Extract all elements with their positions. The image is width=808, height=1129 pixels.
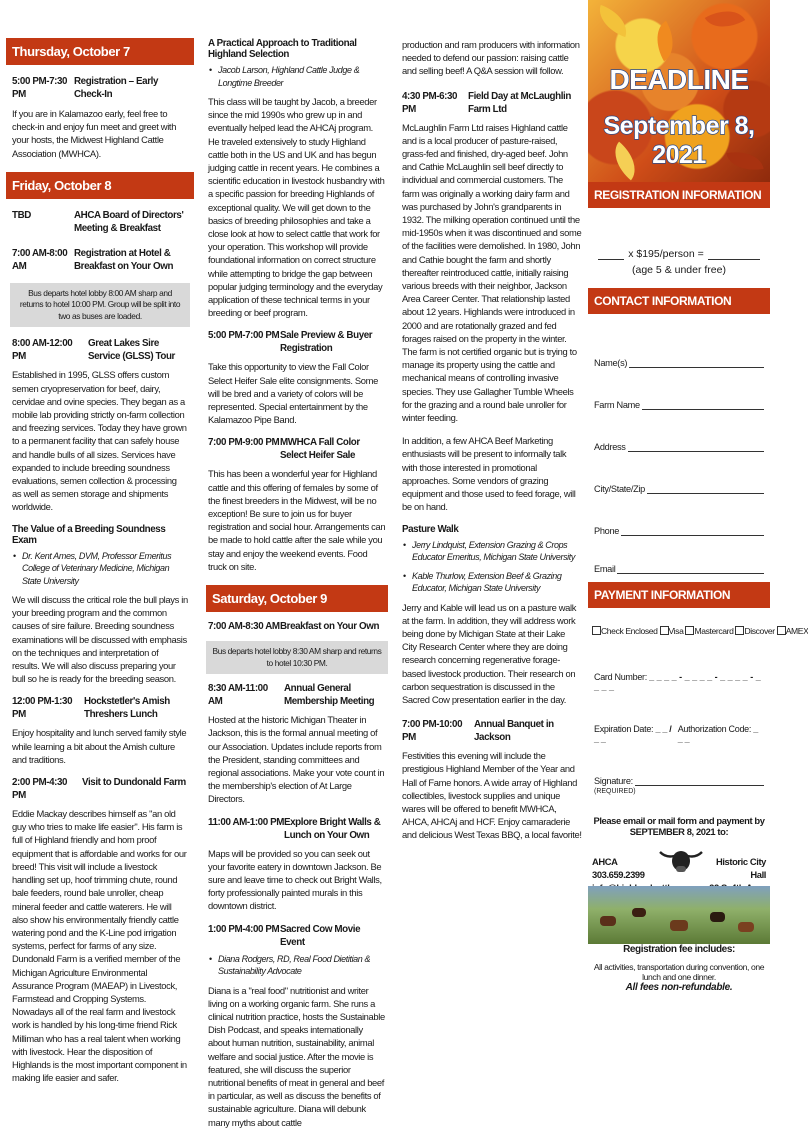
session-description: Jerry and Kable will lead us on a pasture walk at the farm. In addition, they will address work being done by Michigan State at their Lake City Research Center where they are doing research concerning regenerative forage-based livestock production. Their research on carbon sequestration is discussed in the Sacred Cow presentation earlier in the day. (402, 601, 577, 705)
field-label: Expiration Date: (594, 724, 654, 734)
cattle-photo (588, 886, 770, 944)
card-number-blanks[interactable]: _ _ _ _ - _ _ _ _ - _ _ _ _ - _ _ _ _ (594, 672, 761, 692)
column-2 (200, 0, 394, 1128)
event-title: Field Day at McLaughlin Farm Ltd (468, 90, 571, 115)
event-description: Eddie Mackay describes himself as "an old guy who tries to make life easier". His farm is full of Highland friendly and hom proof equipment that is affordable and works for our breed! This visit will include a livestock handling set up, hoof trimming chute, round bale feeders, round bale unroller, cheap mineral feeder and cattle waterers. He will also show his environmentally friendly cattle watering pond and the K-Line pod irrigation systems, perfect for farms of any size. Dundonald Farm is a verified member of the Michigan Agriculture Environmental Assurance Program (MAEAP) in Livestock, Farmstead and Cropping Systems. Nowadays all of the real farm and livestock work is handled by his long-time friend Rick Milliman who has a real talent when working with livestock. Hear the disposition of Highlands is the most important component in making life easier and safer. (12, 808, 187, 1084)
card-number-field[interactable] (588, 672, 770, 692)
event-title: Registration at Hotel & Breakfast on Your Own (74, 247, 174, 272)
event-time: TBD (12, 209, 31, 221)
event-time: 1:00 PM-4:00 PM (208, 923, 280, 935)
event-sacred-cow (208, 923, 386, 949)
section-header-registration: REGISTRATION INFORMATION (588, 182, 770, 208)
phone-field[interactable] (588, 526, 770, 536)
event-description: Enjoy hospitality and lunch served family style while learning a bit about the Amish culture and traditions. (12, 727, 187, 765)
event-title: Great Lakes Sire Service (GLSS) Tour (88, 338, 175, 363)
org-phone: 303.659.2399 (592, 869, 645, 880)
option-label: Mastercard (694, 626, 734, 636)
event-description: Diana is a "real food" nutritionist and writer living on a working organic farm. She runs a clinical nutrition practice, hosts the Sustainable Dish Podcast, and speaks internationally about human nutrition, sustainability, animal welfare and social justice. After the movie is featured, she will discuss the superior nutritional benefits of meat in general and beef in particular, as well as discuss the benefits of sustainable agriculture. Diana will debunk many myths about cattle (208, 984, 385, 1128)
session-title: A Practical Approach to Traditional Highland Selection (208, 38, 357, 60)
section-header-payment: PAYMENT INFORMATION (588, 582, 770, 608)
event-membership-meeting (208, 682, 386, 708)
event-time: 7:00 AM-8:30 AM (208, 621, 280, 633)
event-registration-hotel (12, 247, 188, 273)
event-time: 8:30 AM-11:00 AM (208, 683, 268, 708)
attendee-count-field[interactable] (598, 259, 624, 260)
event-sale-preview (208, 329, 386, 355)
field-line[interactable] (642, 400, 764, 410)
age-note: (age 5 & under free) (632, 264, 726, 276)
event-time: 5:00 PM-7:30 PM (12, 76, 68, 100)
deadline-date: September 8, 2021 (603, 112, 755, 169)
payment-options (588, 626, 808, 636)
field-line[interactable] (628, 442, 764, 452)
field-label: Farm Name (594, 400, 640, 410)
cow-icon (710, 912, 725, 922)
field-label: Phone (594, 526, 620, 536)
signature-field[interactable] (588, 776, 770, 786)
column-1 (0, 0, 200, 1084)
field-label: Card Number: (594, 672, 647, 682)
event-description: McLaughlin Farm Ltd raises Highland cattle and is a local producer of pasture-raised, grass-fed and finished, dry-aged beef. John and Cathie McLaughlin sell beef directly to individual and commercial customers. The farm was originally a working dairy farm and was purchased by John's grandparents in 1932. The milking operation continued until the mid-1950s when it was discontinued and some of the facilities were demolished. In 1980, John and Cathie bought the farm and shortly thereafter reintroduced cattle, initially raising various breeds with their neighbor, Jackson Area Career Center. That relationship lasted about 12 years. Highlands were introduced in 2000 and are rotationally grazed and fed forages raised on the property in the winter. The farm is not certified organic but is trying to manage its property using the cattle and mechanical means of controlling invasive species. They use Gallagher Tumble Wheels for the grazing and a round bale unroller for winter feeding. (402, 121, 582, 424)
session-title: Pasture Walk (402, 523, 459, 535)
auth-blanks[interactable]: _ _ _ (677, 724, 758, 744)
section-header-contact: CONTACT INFORMATION (588, 288, 770, 314)
event-title: Registration – Early Check-In (74, 76, 159, 100)
event-title: Annual General Membership Meeting (284, 683, 375, 708)
total-field[interactable] (708, 259, 760, 260)
event-time: 7:00 AM-8:00 AM (12, 247, 68, 272)
speaker: • Jacob Larson, Highland Cattle Judge & Longtime Breeder (208, 64, 386, 89)
day-header-thursday: Thursday, October 7 (6, 38, 194, 65)
speaker: • Diana Rodgers, RD, Real Food Dietitian & Sustainability Advocate (208, 953, 386, 978)
deadline-title: DEADLINE (609, 64, 749, 95)
speaker: • Jerry Lindquist, Extension Grazing & Crops Educator Emeritus, Michigan State University (402, 539, 582, 564)
event-dundonald-farm (12, 776, 188, 802)
cow-icon (600, 916, 616, 926)
field-line[interactable] (629, 358, 764, 368)
field-label: City/State/Zip (594, 484, 645, 494)
event-time: 12:00 PM-1:30 PM (12, 696, 73, 721)
leaf-icon (705, 1, 745, 37)
event-title: Sacred Cow Movie Event (280, 923, 361, 948)
session-title: The Value of a Breeding Soundness Exam (12, 523, 166, 546)
event-heifer-sale (208, 436, 386, 462)
checkbox-visa[interactable] (660, 626, 669, 635)
option-label: Visa (668, 626, 684, 636)
checkbox-check-enclosed[interactable] (592, 626, 601, 635)
column-3 (394, 0, 588, 1024)
session-description: This class will be taught by Jacob, a breeder since the mid 1990s who grew up in and eventually helped lead the AHCAj program. He traveled extensively to study Highland cattle both in the US and UK and has begun judging cattle in recent years. He combines a scientific education in livestock husbandry with a specific passion for breeding Highlands of exceptional quality. We will get down to the basics of breeding philosophies and take a close look at how to select cattle that work for your operation. This workshop will provide foundational information on correct structure while attempting to bridge the gap between popular judging terminology and the everyday application of these technical terms in your breeding or beef program. (208, 96, 385, 319)
event-title: Breakfast on Your Own (280, 621, 380, 633)
fee-title: Registration fee includes: (623, 944, 735, 955)
event-description: If you are in Kalamazoo early, feel free to check-in and enjoy fun meet and greet with your hosts, the Midwest Highland Cattle Association (MWHCA). (12, 108, 177, 159)
farm-name-field[interactable] (588, 400, 770, 410)
name-field[interactable] (588, 358, 770, 368)
field-label: Authorization Code: (677, 724, 752, 734)
event-title: Annual Banquet in Jackson (474, 719, 554, 744)
required-note: (REQUIRED) (594, 788, 636, 795)
mail-note: Please email or mail form and payment by SEPTEMBER 8, 2021 to: (593, 815, 765, 837)
bus-note: Bus departs hotel lobby 8:00 AM sharp and returns to hotel 10:00 PM. Group will be split into two as buses are loaded. (10, 283, 190, 328)
event-description: Hosted at the historic Michigan Theater in Jackson, this is the formal annual meeting of our Association. Updates include reports from the President, standing committees and regional associations. Make your vote count in the membership's election of At Large Directors. (208, 714, 385, 805)
field-line[interactable] (617, 564, 764, 574)
deadline-banner (588, 0, 770, 182)
fee-text: All activities, transportation during convention, one lunch and one dinner. (593, 962, 765, 982)
day-header-saturday: Saturday, October 9 (206, 585, 388, 612)
session-description: We will discuss the critical role the bull plays in your breeding program and the common causes of sire failure. Breeding soundness examinations will be discussed with emphasis on the techniques and interpretation of results. We will also discuss preparing your bull so he is ready for the breeding season. (12, 594, 188, 685)
cow-icon (632, 908, 646, 917)
leaf-icon (593, 5, 632, 37)
address-line: Historic City Hall (715, 856, 766, 880)
speaker: • Dr. Kent Ames, DVM, Professor Emeritus College of Veterinary Medicine, Michigan State University (12, 550, 188, 588)
option-label: AMEX (785, 626, 808, 636)
event-description: Established in 1995, GLSS offers custom semen cryopreservation for beef, dairy, cervidae and ovine species. They began as a mobile lab providing strictly on-farm collection and freezing services. Today they have grown to a permanent facility that can safely house and handle bulls of all sizes. Services have expanded to include breeding soundness evaluations, semen collection & processing as well as semen storage and shipments worldwide. (12, 369, 187, 513)
event-time: 7:00 PM-9:00 PM (208, 437, 280, 449)
event-time: 2:00 PM-4:30 PM (12, 777, 68, 802)
event-time: 7:00 PM-10:00 PM (402, 719, 463, 744)
org-name: AHCA (592, 856, 618, 867)
event-banquet (402, 718, 582, 744)
field-line[interactable] (635, 776, 764, 786)
event-title: Hockstetler's Amish Threshers Lunch (84, 696, 170, 721)
event-title: MWHCA Fall Color Select Heifer Sale (280, 437, 360, 462)
event-description: Maps will be provided so you can seek out your favorite eatery in downtown Jackson. Be sure and leave time to check out Bright Walls, forty professionally painted murals in this downtown district. (208, 847, 382, 912)
leaf-icon (647, 21, 683, 61)
event-field-day (402, 90, 582, 116)
event-early-checkin (12, 75, 188, 101)
field-line[interactable] (647, 484, 764, 494)
expiration-row (588, 724, 770, 744)
option-label: Discover (744, 626, 775, 636)
event-title: Explore Bright Walls & Lunch on Your Own (284, 816, 381, 841)
expiration-blanks[interactable]: _ _ / _ _ (594, 724, 672, 744)
event-description-2: In addition, a few AHCA Beef Marketing enthusiasts will be present to informally talk with those interested in promotional approaches. Some vendors of grazing equipment and those used to feed forage, will be on hand. (402, 435, 576, 513)
event-board-meeting (12, 209, 188, 235)
city-state-zip-field[interactable] (588, 484, 770, 494)
price-text: x $195/person = (628, 248, 704, 260)
event-bright-walls (208, 816, 386, 842)
auth-code-field[interactable] (678, 724, 764, 744)
continued-text: production and ram producers with information needed to defend our passion: raising cattle and selling beef! A Q&A session will follow. (402, 39, 580, 77)
expiration-field[interactable] (594, 724, 678, 744)
event-time: 5:00 PM-7:00 PM (208, 330, 280, 342)
field-line[interactable] (621, 526, 764, 536)
checkbox-amex[interactable] (777, 626, 786, 635)
event-title: Visit to Dundonald Farm (82, 777, 186, 789)
price-line (588, 248, 770, 260)
field-label: Name(s) (594, 358, 628, 368)
cow-icon (738, 922, 754, 932)
event-amish-lunch (12, 695, 188, 721)
event-time: 4:30 PM-6:30 PM (402, 90, 458, 115)
email-field[interactable] (588, 564, 770, 574)
speaker: • Kable Thurlow, Extension Beef & Grazing Educator, Michigan State University (402, 570, 582, 595)
event-time: 8:00 AM-12:00 PM (12, 338, 73, 363)
event-glss-tour (12, 337, 188, 363)
event-description: Take this opportunity to view the Fall Color Select Heifer Sale elite consignments. Some will be bred and a variety of colors will be represented. Special entertainment by the Kalamazoo Pipe Band. (208, 361, 378, 426)
registration-panel (588, 0, 808, 1024)
field-label: Address (594, 442, 626, 452)
cow-icon (670, 920, 688, 931)
day-header-friday: Friday, October 8 (6, 172, 194, 199)
event-description: Festivities this evening will include the prestigious Highland Member of the Year and Hall of Fame honors. A wide array of Highland collectibles, livestock supplies and unique wares will be offered to benefit MWHCA, AHCA, AHCAj and HCF. Enjoy camaraderie and delicious West Texas BBQ, a local favorite! (402, 750, 582, 841)
field-label: Signature: (594, 776, 633, 786)
field-label: Email (594, 564, 616, 574)
event-breakfast (208, 620, 386, 633)
option-label: Check Enclosed (601, 626, 658, 636)
event-time: 11:00 AM-1:00 PM (208, 816, 284, 828)
highland-cow-logo (658, 846, 704, 874)
bus-note: Bus departs hotel lobby 8:30 AM sharp and returns to hotel 10:30 PM. (206, 641, 388, 674)
event-title: Sale Preview & Buyer Registration (280, 330, 373, 355)
event-title: AHCA Board of Directors' Meeting & Breakfast (74, 209, 184, 234)
non-refundable-note: All fees non-refundable. (625, 982, 733, 993)
event-description: This has been a wonderful year for Highland cattle and this offering of females by some of the finest breeders in the Midwest, will be no exception! Be sure to join us for buyer registration and social hour. Arrangements can be made to hold cattle after the sale while you stay and enjoy the weekend events. Food truck on site. (208, 468, 386, 572)
address-field[interactable] (588, 442, 770, 452)
